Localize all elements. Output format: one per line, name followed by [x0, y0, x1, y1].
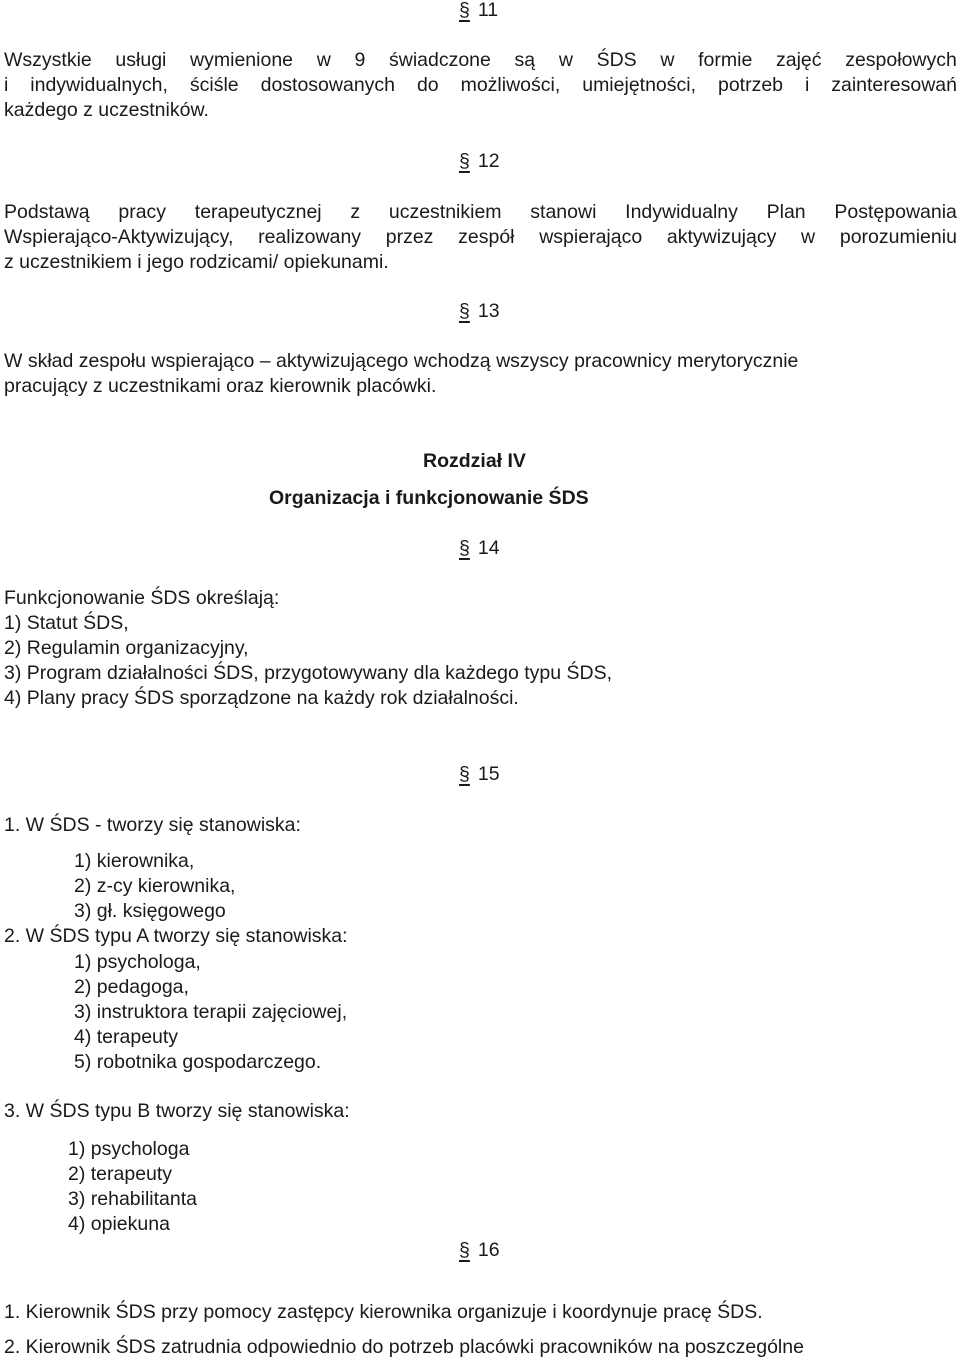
section-number: 12 — [477, 150, 500, 172]
section-15-heading — [459, 762, 500, 787]
section-15-point-3-item: 2) terapeuty — [68, 1163, 173, 1185]
word: aktywizujący — [666, 226, 777, 248]
section-sign: § — [459, 300, 470, 322]
section-12-line-3: z uczestnikiem i jego rodzicami/ opiekunami. — [4, 251, 389, 273]
word: zespołowych — [845, 49, 957, 71]
section-15-point-2-item: 2) pedagoga, — [74, 976, 189, 998]
section-11-line-1 — [4, 48, 957, 73]
section-sign: § — [459, 150, 470, 172]
section-sign: § — [459, 537, 470, 559]
word: uczestnikiem — [388, 201, 502, 223]
section-12-heading — [459, 149, 500, 174]
section-number: 16 — [477, 1239, 500, 1261]
word: zainteresowań — [831, 74, 957, 96]
word: Indywidualny — [625, 201, 738, 223]
section-12-line-2 — [4, 225, 957, 250]
section-15-point-3-item: 1) psychologa — [68, 1138, 190, 1160]
section-15-point-2-item: 4) terapeuty — [74, 1026, 179, 1048]
section-14-item: 3) Program działalności ŚDS, przygotowywany dla każdego typu ŚDS, — [4, 662, 613, 684]
section-11-line-2 — [4, 73, 957, 98]
section-14-item: 1) Statut ŚDS, — [4, 612, 129, 634]
section-14-item: 4) Plany pracy ŚDS sporządzone na każdy rok działalności. — [4, 687, 519, 709]
section-15-point-1-item: 2) z-cy kierownika, — [74, 875, 236, 897]
word: pracy — [118, 201, 167, 223]
word: świadczone — [388, 49, 491, 71]
word: zespół — [458, 226, 515, 248]
section-number: 14 — [477, 537, 500, 559]
word: i — [4, 74, 9, 96]
word: dostosowanych — [260, 74, 396, 96]
section-sign: § — [459, 1239, 470, 1261]
section-15-point-2-item: 5) robotnika gospodarczego. — [74, 1051, 322, 1073]
word: indywidualnych, — [30, 74, 168, 96]
word: w — [660, 49, 675, 71]
word: formie — [698, 49, 753, 71]
section-14-intro: Funkcjonowanie ŚDS określają: — [4, 587, 280, 609]
chapter-title: Rozdział IV — [423, 450, 526, 472]
section-15-point-3-item: 3) rehabilitanta — [68, 1188, 197, 1210]
word: potrzeb — [717, 74, 784, 96]
section-sign: § — [459, 0, 470, 21]
section-12-line-1 — [4, 200, 957, 225]
word: przez — [385, 226, 434, 248]
section-13-heading — [459, 299, 500, 324]
word: do — [416, 74, 439, 96]
section-15-point-2-item: 3) instruktora terapii zajęciowej, — [74, 1001, 348, 1023]
section-number: 15 — [477, 763, 500, 785]
word: Wspierająco-Aktywizujący, — [4, 226, 234, 248]
section-13-line-2: pracujący z uczestnikami oraz kierownik placówki. — [4, 375, 437, 397]
word: porozumieniu — [839, 226, 957, 248]
section-14-heading — [459, 536, 500, 561]
section-15-point-1-title: 1. W ŚDS - tworzy się stanowiska: — [4, 814, 301, 836]
word: w — [558, 49, 573, 71]
word: ŚDS — [596, 49, 637, 71]
word: wymienione — [190, 49, 294, 71]
section-11-line-3: każdego z uczestników. — [4, 99, 209, 121]
section-15-point-3-title: 3. W ŚDS typu B tworzy się stanowiska: — [4, 1100, 350, 1122]
chapter-subtitle: Organizacja i funkcjonowanie ŚDS — [269, 487, 589, 509]
word: z — [350, 201, 361, 223]
section-15-point-1-item: 3) gł. księgowego — [74, 900, 226, 922]
word: zajęć — [776, 49, 822, 71]
word: w — [316, 49, 331, 71]
section-11-heading — [459, 0, 498, 23]
word: Plan — [766, 201, 806, 223]
section-15-point-1-item: 1) kierownika, — [74, 850, 195, 872]
word: i — [804, 74, 810, 96]
word: są — [514, 49, 536, 71]
section-16-heading — [459, 1238, 500, 1263]
word: Wszystkie — [4, 49, 92, 71]
word: Podstawą — [4, 201, 90, 223]
word: terapeutycznej — [194, 201, 322, 223]
word: możliwości, — [460, 74, 561, 96]
section-16-point-2: 2. Kierownik ŚDS zatrudnia odpowiednio do potrzeb placówki pracowników na poszczególne — [4, 1336, 804, 1358]
word: 9 — [354, 49, 366, 71]
section-15-point-3-item: 4) opiekuna — [68, 1213, 170, 1235]
word: wspierająco — [539, 226, 643, 248]
word: ściśle — [189, 74, 239, 96]
section-sign: § — [459, 763, 470, 785]
word: usługi — [115, 49, 167, 71]
word: w — [801, 226, 816, 248]
section-13-line-1: W skład zespołu wspierająco – aktywizującego wchodzą wszyscy pracownicy merytorycznie — [4, 350, 799, 372]
word: stanowi — [530, 201, 597, 223]
section-14-item: 2) Regulamin organizacyjny, — [4, 637, 249, 659]
section-15-point-2-item: 1) psychologa, — [74, 951, 201, 973]
section-15-point-2-title: 2. W ŚDS typu A tworzy się stanowiska: — [4, 925, 348, 947]
word: realizowany — [258, 226, 362, 248]
section-16-point-1: 1. Kierownik ŚDS przy pomocy zastępcy kierownika organizuje i koordynuje pracę ŚDS. — [4, 1301, 763, 1323]
section-number: 13 — [477, 300, 500, 322]
section-number: 11 — [477, 0, 499, 21]
word: Postępowania — [834, 201, 957, 223]
word: umiejętności, — [582, 74, 697, 96]
